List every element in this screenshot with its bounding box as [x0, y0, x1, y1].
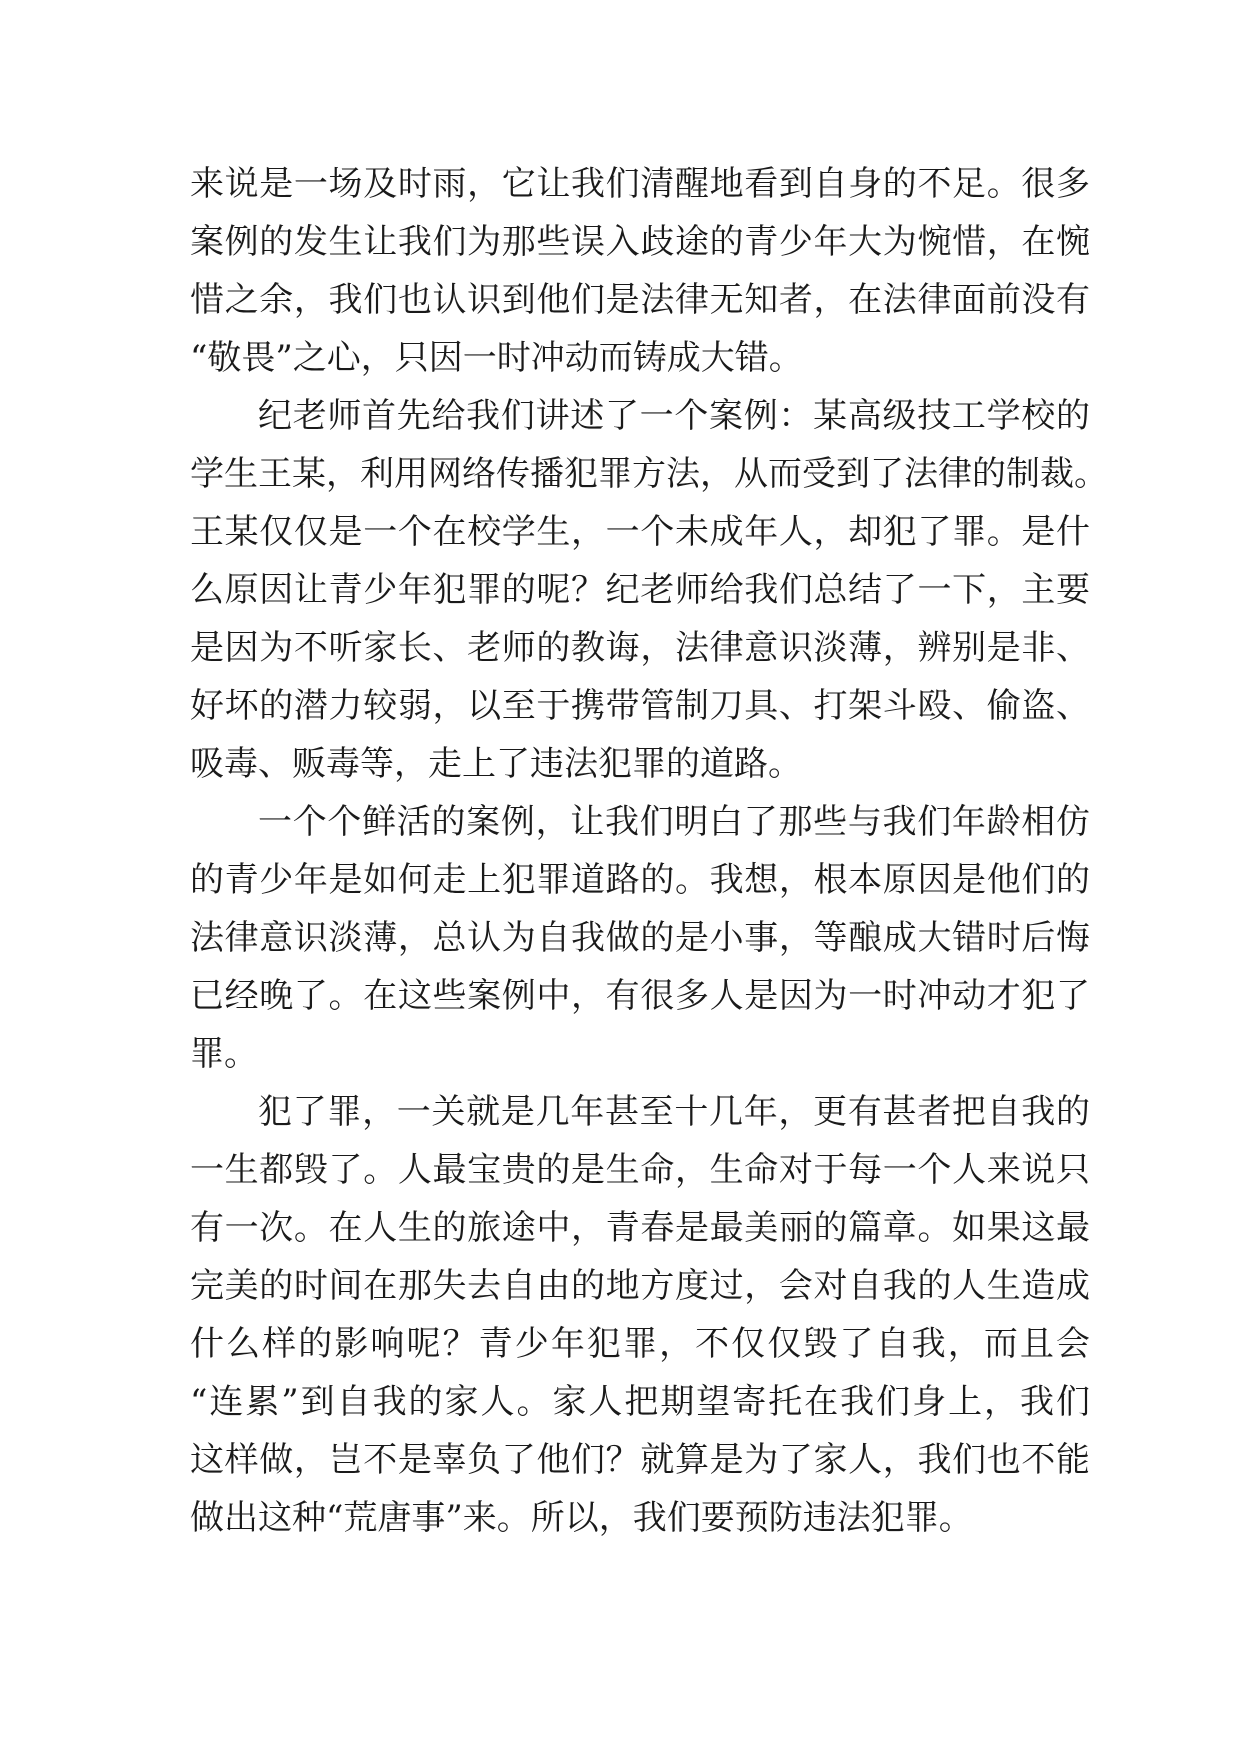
text-line: 来说是一场及时雨，它让我们清醒地看到自身的不足。很多	[190, 164, 1090, 204]
text-line: 吸毒、贩毒等，走上了违法犯罪的道路。	[190, 744, 802, 784]
text-line: 的青少年是如何走上犯罪道路的。我想，根本原因是他们的	[190, 860, 1090, 900]
text-line: 好坏的潜力较弱，以至于携带管制刀具、打架斗殴、偷盗、	[190, 686, 1090, 726]
text-line: “连累”到自我的家人。家人把期望寄托在我们身上，我们	[190, 1382, 1090, 1422]
text-line: 学生王某，利用网络传播犯罪方法，从而受到了法律的制裁。	[190, 454, 1108, 494]
text-line: 做出这种“荒唐事”来。所以，我们要预防违法犯罪。	[190, 1498, 973, 1538]
text-line: 案例的发生让我们为那些误入歧途的青少年大为惋惜，在惋	[190, 222, 1090, 262]
text-line: 王某仅仅是一个在校学生，一个未成年人，却犯了罪。是什	[190, 512, 1090, 552]
text-line: 是因为不听家长、老师的教诲，法律意识淡薄，辨别是非、	[190, 628, 1090, 668]
text-line: 一个个鲜活的案例，让我们明白了那些与我们年龄相仿	[258, 802, 1090, 842]
paragraph-4	[190, 1083, 1090, 1547]
text-line: 一生都毁了。人最宝贵的是生命，生命对于每一个人来说只	[190, 1150, 1090, 1190]
text-line: 什么样的影响呢？青少年犯罪，不仅仅毁了自我，而且会	[190, 1324, 1090, 1364]
text-line: 惜之余，我们也认识到他们是法律无知者，在法律面前没有	[190, 280, 1090, 320]
text-line: 完美的时间在那失去自由的地方度过，会对自我的人生造成	[190, 1266, 1090, 1306]
text-line: 纪老师首先给我们讲述了一个案例：某高级技工学校的	[258, 396, 1090, 436]
text-line: 罪。	[190, 1034, 258, 1074]
text-line: 这样做，岂不是辜负了他们？就算是为了家人，我们也不能	[190, 1440, 1090, 1480]
text-line: 法律意识淡薄，总认为自我做的是小事，等酿成大错时后悔	[190, 918, 1090, 958]
paragraph-2	[190, 387, 1108, 793]
text-line: “敬畏”之心，只因一时冲动而铸成大错。	[190, 338, 803, 378]
text-line: 有一次。在人生的旅途中，青春是最美丽的篇章。如果这最	[190, 1208, 1090, 1248]
text-line: 么原因让青少年犯罪的呢？纪老师给我们总结了一下，主要	[190, 570, 1090, 610]
paragraph-3	[190, 793, 1090, 1083]
text-line: 已经晚了。在这些案例中，有很多人是因为一时冲动才犯了	[190, 976, 1090, 1016]
body-text	[190, 155, 1108, 1547]
text-line: 犯了罪，一关就是几年甚至十几年，更有甚者把自我的	[258, 1092, 1090, 1132]
paragraph-1	[190, 155, 1090, 387]
